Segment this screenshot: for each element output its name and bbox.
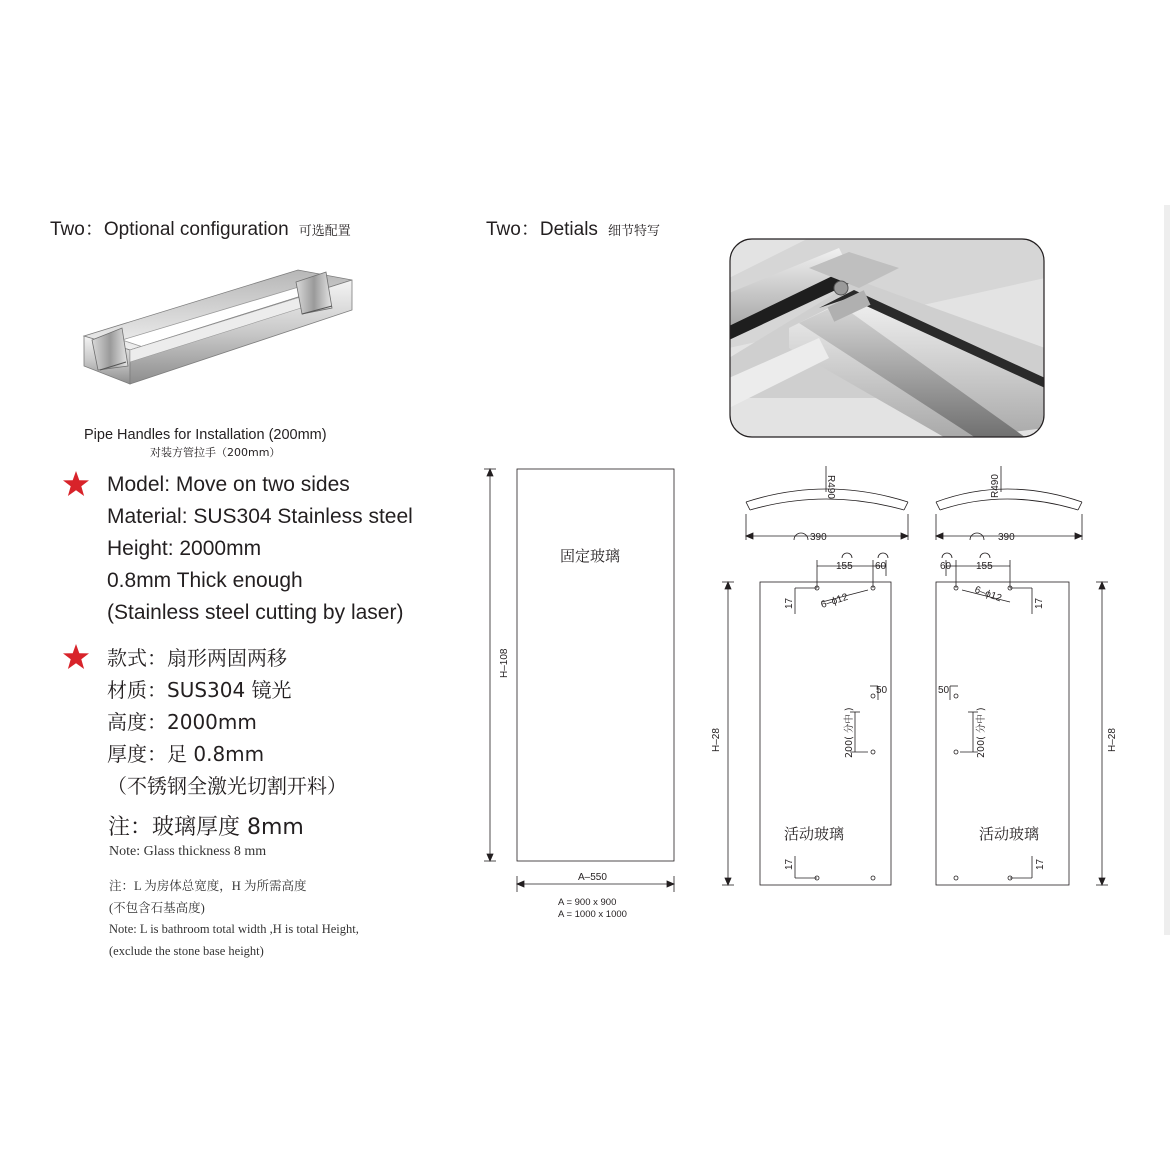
- spec-height-zh: 高度：2000mm: [107, 710, 257, 734]
- pipe-handle-image: [70, 258, 370, 418]
- spec-height-en: Height: 2000mm: [107, 537, 262, 560]
- left-sliding-glass-label: 活动玻璃: [784, 825, 845, 843]
- product-caption-en: Pipe Handles for Installation (200mm): [84, 427, 327, 443]
- left-section-title: Two：Optional configuration: [50, 219, 289, 240]
- spec-thickness-en: 0.8mm Thick enough: [107, 569, 303, 592]
- dimension-note-en-1: Note: L is bathroom total width ,H is total Height,: [109, 922, 359, 936]
- left-dim-50: 50: [876, 685, 888, 696]
- right-radius-dimension: R490: [990, 474, 1001, 498]
- spec-cutting-en: (Stainless steel cutting by laser): [107, 601, 404, 624]
- left-dim-155: 155: [836, 561, 853, 572]
- left-dim-17-bottom: 17: [784, 858, 795, 870]
- spec-list-en: [107, 469, 413, 629]
- glass-note-zh: 注：玻璃厚度 8mm: [108, 815, 304, 840]
- fixed-size-option-1: A = 900 x 900: [558, 897, 617, 908]
- dimension-note-zh-1: 注：L 为房体总宽度，H 为所需高度: [109, 879, 307, 893]
- page-edge-scroll-strip: [1164, 205, 1170, 935]
- technical-drawing: [470, 460, 1160, 930]
- left-dim-17-top: 17: [784, 597, 795, 609]
- star-icon: [62, 470, 90, 498]
- left-section-header: [50, 214, 351, 241]
- spec-thickness-zh: 厚度：足 0.8mm: [107, 742, 265, 766]
- star-icon: [62, 643, 90, 671]
- right-dim-60: 60: [940, 561, 952, 572]
- fixed-glass-panel: [517, 469, 674, 861]
- product-caption-zh: 对装方管拉手（200mm）: [150, 446, 281, 459]
- dimension-note-zh-2: (不包含石基高度): [109, 901, 205, 915]
- right-dim-17-top: 17: [1034, 597, 1045, 609]
- right-section-subtitle: 细节特写: [607, 224, 660, 239]
- left-height-dimension: H–28: [711, 728, 722, 752]
- glass-note-en: Note: Glass thickness 8 mm: [109, 844, 267, 859]
- detail-photo: [729, 238, 1045, 440]
- spec-cutting-zh: （不锈钢全激光切割开料）: [107, 774, 347, 798]
- spec-list-zh: [107, 642, 347, 802]
- spec-model-en: Model: Move on two sides: [107, 473, 350, 496]
- fixed-size-option-2: A = 1000 x 1000: [558, 909, 627, 920]
- spec-material-zh: 材质：SUS304 镜光: [107, 678, 292, 702]
- right-dim-200: 200( 分中 ): [976, 707, 987, 758]
- right-arc-width-dimension: 390: [998, 532, 1015, 543]
- fixed-width-dimension: A–550: [578, 872, 607, 883]
- right-height-dimension: H–28: [1107, 728, 1118, 752]
- fixed-glass-label: 固定玻璃: [560, 547, 621, 565]
- right-holes-dimension: 6–ϕ12: [972, 584, 1003, 605]
- dimension-note-en-2: (exclude the stone base height): [109, 944, 264, 958]
- spec-model-zh: 款式：扇形两固两移: [107, 646, 287, 670]
- left-holes-dimension: 6–ϕ12: [819, 591, 850, 611]
- right-dim-50: 50: [938, 685, 950, 696]
- left-arc-width-dimension: 390: [810, 532, 827, 543]
- fixed-height-dimension: H–108: [499, 648, 510, 678]
- right-section-header: [486, 214, 660, 241]
- right-section-title: Two：Detials: [486, 219, 598, 240]
- spec-material-en: Material: SUS304 Stainless steel: [107, 505, 413, 528]
- left-dim-200: 200( 分中 ): [844, 707, 855, 758]
- right-dim-17-bottom: 17: [1035, 858, 1046, 870]
- left-radius-dimension: R490: [825, 475, 836, 499]
- right-sliding-glass-label: 活动玻璃: [979, 825, 1040, 843]
- right-dim-155: 155: [976, 561, 993, 572]
- left-dim-60: 60: [875, 561, 887, 572]
- left-section-subtitle: 可选配置: [298, 224, 351, 239]
